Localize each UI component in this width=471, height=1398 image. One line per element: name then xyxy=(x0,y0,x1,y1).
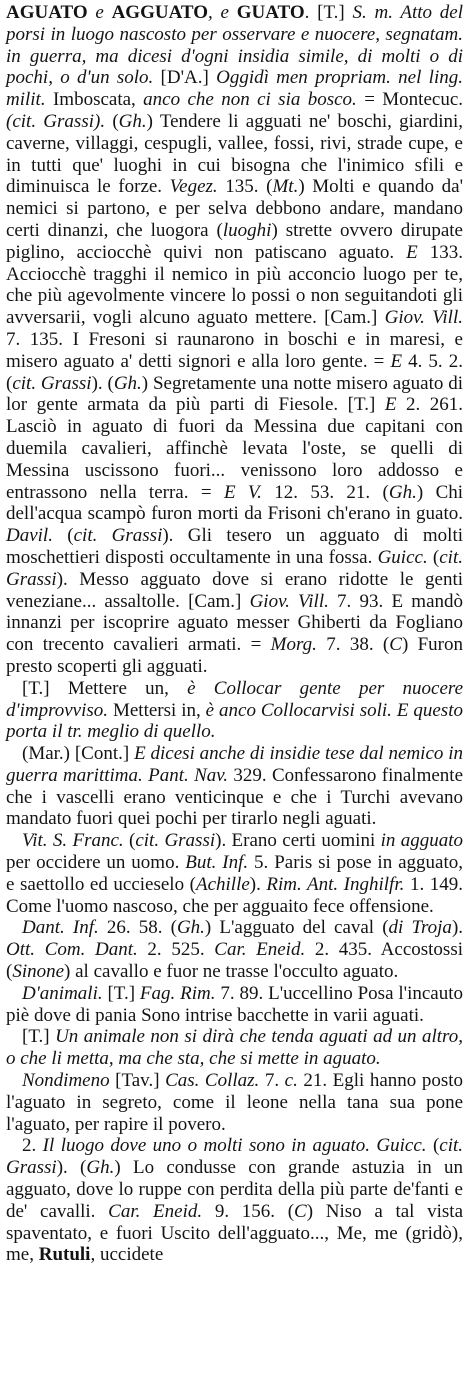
text-run: e xyxy=(87,2,112,23)
text-run: 329. Confessarono finalmente che i vascelli erano venticinque e che i Turchi avevano mandato fuori quei pochi per tirarlo negli aguati. xyxy=(6,764,463,830)
text-run: Nondimeno xyxy=(22,1070,110,1092)
text-run: 5. Paris si pose in agguato, e saettollo ed uccieselo ( xyxy=(6,852,463,895)
text-run: Imboscata, xyxy=(45,89,144,111)
text-run: ) L'agguato del caval ( xyxy=(204,917,389,939)
text-run: 1. 149. Come l'uomo nascoso, che per agguaito fece offensione. xyxy=(6,873,463,917)
text-run: 133. Acciocchè tragghi il nemico in più acconcio luogo per te, che più agevolmente vincere lo possi o non seguitandoti gli avversarii, vogli alcuno aguato mettere. [Cam.] xyxy=(6,241,464,329)
text-run: c. xyxy=(284,1070,298,1092)
text-run: ). xyxy=(451,917,464,939)
text-run: Gh. xyxy=(176,917,205,939)
entry-paragraph xyxy=(6,983,463,1027)
text-run: ) Molti e quando da' nemici si partono, e per selva debbono andare, mandano certi dinanzi, che luogora ( xyxy=(6,176,464,241)
text-run: ) al cavallo e fuor ne trasse l'occulto aguato. xyxy=(64,961,399,983)
text-run: ( xyxy=(426,1135,440,1157)
entry-paragraph xyxy=(6,1135,463,1266)
text-run: Dant. Inf. xyxy=(22,917,99,939)
text-run: . [T.] xyxy=(304,2,353,23)
entry-paragraph xyxy=(6,743,463,830)
entry-paragraph xyxy=(6,917,463,982)
text-run: ). ( xyxy=(91,372,114,394)
text-run: S. m. Atto del porsi in luogo nascosto per osservare e nuocere, xyxy=(6,2,463,45)
text-run: AGGUATO xyxy=(111,2,208,23)
text-run: ). ( xyxy=(56,1157,87,1179)
text-run: ) Tendere li agguati ne' boschi, giardini, caverne, villaggi, cespugli, vallee, fossi, rivi, strade cupe, e in tutti que' luoghi in cui bisogna che l'inimico sfili e diminuisca le forze. xyxy=(6,110,463,198)
text-run: (cit. Grassi). xyxy=(6,110,113,132)
text-run: luoghi xyxy=(222,219,272,241)
text-run: 2. xyxy=(22,1135,43,1157)
text-run: , e xyxy=(208,2,237,23)
text-run: Gh. xyxy=(118,110,147,132)
text-run: Car. Eneid. xyxy=(214,939,306,961)
entry-paragraph xyxy=(6,678,463,743)
entry-paragraph xyxy=(6,830,463,917)
text-run: Mt. xyxy=(272,176,299,198)
text-run: ). Erano certi uomini xyxy=(215,830,381,852)
text-run: 7. 93. E mandò innanzi per iscoprire aguato messer Ghiberti da Fogliano con trecento cavalieri armati. = xyxy=(6,590,463,656)
text-run: Gh. xyxy=(388,481,417,503)
text-run: 12. 53. 21. ( xyxy=(261,481,389,503)
text-run: Car. Eneid. xyxy=(108,1200,203,1222)
text-run: ). xyxy=(249,873,267,895)
text-run: ) Segretamente una notte misero aguato di lor gente armata da più parti di Fiesole. [T.] xyxy=(6,372,463,416)
text-run: = Montecuc. xyxy=(364,89,463,111)
text-run: (Mar.) [Cont.] xyxy=(22,743,135,765)
text-run: cit. Grassi xyxy=(6,546,463,590)
text-run: 9. 156. ( xyxy=(202,1200,295,1222)
text-run: Rim. Ant. Inghilfr. xyxy=(266,873,405,895)
text-run: ) Lo condusse con grande astuzia in un agguato, dove lo ruppe con perdita della più parte de'fanti e de' cavalli. xyxy=(6,1157,464,1222)
text-run: Rutuli xyxy=(38,1244,91,1266)
text-run: ) Furon presto scoperti gli agguati. xyxy=(6,634,463,677)
text-run: 7. 89. L'uccellino Posa l'incauto piè dove di pania Sono intrise bacchette in varii aguati. xyxy=(6,982,463,1026)
text-run: ( xyxy=(123,830,136,852)
text-run: 2. 261. Lasciò in aguato di fuori da Messina due capitani con duemila cavalieri, affinchè levata l'oste, se quelli di Messina uscissono fuori... venissono loro addosso e entrassono nella terra. = xyxy=(6,394,463,503)
text-run: Morg. xyxy=(270,634,317,656)
text-run: Vegez. xyxy=(169,176,218,198)
text-run: Gh. xyxy=(86,1157,115,1179)
text-run: , uccidete xyxy=(90,1244,164,1266)
text-run: C xyxy=(389,634,402,656)
text-run: ). Messo agguato dove si erano ridotte le genti veneziane... assaltolle. [Cam.] xyxy=(6,568,463,612)
text-run: Gh. xyxy=(113,372,142,394)
text-run: cit. Grassi xyxy=(6,1135,464,1179)
text-run: ). Gli tesero un agguato di molti moschettieri disposti occultamente in una fossa. xyxy=(6,525,463,568)
text-run: ) Niso a tal vista spaventato, e fuori Uscito dell'agguato..., Me, me (gridò), me, xyxy=(6,1200,464,1266)
text-run: Ott. Com. Dant. xyxy=(6,939,138,961)
text-run: Oggidì men propriam. nel ling. milit. xyxy=(6,67,463,111)
text-run: cit. Grassi xyxy=(12,372,92,394)
text-run: Il luogo dove uno o molti sono in aguato. xyxy=(42,1135,370,1157)
text-run: [D'A.] xyxy=(160,67,217,89)
text-run: GUATO xyxy=(236,2,305,23)
text-run: ) Chi dell'acqua scampò furon morti da Frisoni ch'erano in guato. xyxy=(6,481,464,525)
text-run: ( xyxy=(112,110,119,132)
text-run: ( xyxy=(427,546,440,568)
entry-paragraph xyxy=(6,2,463,678)
text-run: Vit. S. Franc. xyxy=(22,830,124,852)
text-run: [Tav.] xyxy=(109,1070,166,1092)
entry-paragraph xyxy=(6,1026,463,1070)
text-run: But. Inf. xyxy=(185,852,249,874)
text-run: Guicc. xyxy=(377,546,428,568)
text-run: [T.] xyxy=(102,982,140,1004)
text-run: Giov. Vill. xyxy=(249,590,329,612)
text-run: E dicesi anche di insidie tese dal nemico in guerra marittima. xyxy=(6,743,463,786)
text-run: è Collocar gente per nuocere d'improvviso. xyxy=(6,677,463,721)
text-run: Cas. Collaz. xyxy=(165,1070,260,1092)
text-run: Mettersi in, xyxy=(108,699,206,721)
text-run: per occidere un uomo. xyxy=(6,852,186,874)
text-run: Sinone xyxy=(12,961,65,983)
text-run: 21. Egli hanno posto l'aguato in segreto, come il leone nella tana sua pone l'aguato, per rapire il povero. xyxy=(6,1070,463,1135)
text-run: in agguato xyxy=(380,830,464,852)
text-run: E xyxy=(384,394,397,416)
text-run: D'animali. xyxy=(22,982,103,1004)
text-run: 4. 5. 2. ( xyxy=(6,350,463,394)
text-run: 7. 135. I Fresoni si raunarono in boschi e in maresi, e misero aguato a' detti signori e alla loro gente. = xyxy=(6,328,463,372)
text-run: di Troja xyxy=(388,917,452,939)
text-run: Fag. Rim. xyxy=(139,982,216,1004)
text-run: cit. Grassi xyxy=(135,830,216,852)
text-run: 2. 525. xyxy=(137,939,215,961)
dictionary-entry-aguato xyxy=(6,2,463,1266)
text-run: E xyxy=(390,350,403,372)
text-run: è anco Collocarvisi soli. E questo porta il tr. meglio di quello. xyxy=(6,699,463,743)
text-run: Giov. Vill. xyxy=(384,307,463,329)
text-run: ( xyxy=(52,525,74,547)
text-run: Pant. Nav. xyxy=(148,764,229,786)
text-run: E V. xyxy=(223,481,262,503)
text-run: C xyxy=(294,1200,307,1222)
text-run: Guicc. xyxy=(376,1135,427,1157)
text-run: Davil. xyxy=(6,525,53,547)
text-run: cit. Grassi xyxy=(73,525,163,547)
text-run: anco che non ci sia bosco. xyxy=(143,89,365,111)
text-run: 135. ( xyxy=(217,176,273,198)
text-run: [T.] xyxy=(22,1026,56,1048)
text-run: E xyxy=(406,241,418,263)
text-run: AGUATO xyxy=(6,2,88,23)
text-run: ) strette ovvero dirupate piglino, acciocchè quivi non patiscano aguato. xyxy=(6,219,463,263)
text-run: 7. 38. ( xyxy=(316,634,390,656)
text-run: segnatam. in guerra, ma dicesi d'ogni insidia simile, di molti o di pochi, o d'un solo. xyxy=(6,23,463,89)
entry-paragraph xyxy=(6,1070,463,1135)
text-run: 2. 435. Accostossi ( xyxy=(6,939,463,983)
text-run: [T.] Mettere un, xyxy=(22,677,188,699)
text-run: Un animale non si dirà che tenda aguati ad un altro, o che li metta, ma che sta, che si mette in aguato. xyxy=(6,1026,463,1070)
text-run: Achille xyxy=(195,873,250,895)
text-run: 26. 58. ( xyxy=(98,917,177,939)
text-run: 7. xyxy=(259,1070,285,1092)
